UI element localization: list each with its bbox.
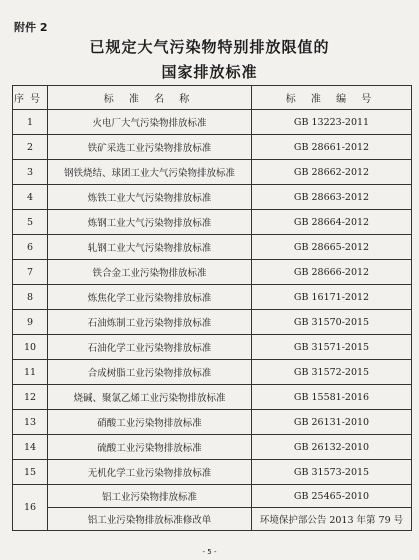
table-header-row [13,86,412,110]
cell-index: 10 [13,335,48,360]
cell-code: GB 25465-2010 [252,485,412,508]
header-name: 标 准 名 称 [48,86,252,110]
table-row [13,360,412,385]
cell-index: 1 [13,110,48,135]
table-row [13,210,412,235]
table-row [13,135,412,160]
cell-code: 环境保护部公告 2013 年第 79 号 [252,508,412,531]
cell-index: 9 [13,310,48,335]
cell-code: GB 28663-2012 [252,185,412,210]
header-code: 标 准 编 号 [252,86,412,110]
table-row [13,310,412,335]
cell-code: GB 28664-2012 [252,210,412,235]
cell-index: 6 [13,235,48,260]
cell-index: 5 [13,210,48,235]
document-title-line-2: 国家排放标准 [161,63,258,81]
attachment-label: 附件 2 [14,21,48,34]
cell-code: GB 31571-2015 [252,335,412,360]
cell-code: GB 15581-2016 [252,385,412,410]
cell-name: 铁矿采选工业污染物排放标准 [48,135,252,160]
cell-code: GB 28661-2012 [252,135,412,160]
cell-name: 合成树脂工业污染物排放标准 [48,360,252,385]
cell-code: GB 28666-2012 [252,260,412,285]
table-row [13,110,412,135]
cell-index: 4 [13,185,48,210]
cell-name: 铁合金工业污染物排放标准 [48,260,252,285]
cell-name: 钢铁烧结、球团工业大气污染物排放标准 [48,160,252,185]
cell-index: 12 [13,385,48,410]
cell-name: 石油炼制工业污染物排放标准 [48,310,252,335]
table-row [13,460,412,485]
table-row [13,285,412,310]
cell-code: GB 26131-2010 [252,410,412,435]
cell-name: 铝工业污染物排放标准修改单 [48,508,252,531]
table-row [13,485,412,508]
header-index: 序号 [13,86,48,110]
cell-name: 无机化学工业污染物排放标准 [48,460,252,485]
table-row [13,410,412,435]
cell-name: 硝酸工业污染物排放标准 [48,410,252,435]
cell-code: GB 13223-2011 [252,110,412,135]
table-row [13,385,412,410]
cell-code: GB 31570-2015 [252,310,412,335]
cell-name: 炼焦化学工业污染物排放标准 [48,285,252,310]
cell-code: GB 28662-2012 [252,160,412,185]
cell-index: 13 [13,410,48,435]
table-row [13,435,412,460]
document-title-line-1: 已规定大气污染物特别排放限值的 [89,38,330,56]
cell-name: 铝工业污染物排放标准 [48,485,252,508]
cell-index: 11 [13,360,48,385]
table-body [13,110,412,531]
cell-index: 2 [13,135,48,160]
cell-code: GB 28665-2012 [252,235,412,260]
standards-table [12,85,412,531]
cell-code: GB 31573-2015 [252,460,412,485]
page-number: - 5 - [202,548,217,556]
cell-name: 石油化学工业污染物排放标准 [48,335,252,360]
cell-index: 14 [13,435,48,460]
table-row [13,508,412,531]
cell-code: GB 26132-2010 [252,435,412,460]
table-row [13,160,412,185]
cell-code: GB 16171-2012 [252,285,412,310]
cell-name: 轧钢工业大气污染物排放标准 [48,235,252,260]
cell-index: 3 [13,160,48,185]
cell-name: 炼钢工业大气污染物排放标准 [48,210,252,235]
table-row [13,235,412,260]
cell-index: 8 [13,285,48,310]
cell-index: 7 [13,260,48,285]
cell-name: 硫酸工业污染物排放标准 [48,435,252,460]
table-row [13,260,412,285]
cell-index: 16 [13,485,48,531]
cell-code: GB 31572-2015 [252,360,412,385]
cell-name: 炼铁工业大气污染物排放标准 [48,185,252,210]
cell-name: 火电厂大气污染物排放标准 [48,110,252,135]
table-row [13,185,412,210]
cell-index: 15 [13,460,48,485]
table-row [13,335,412,360]
cell-name: 烧碱、聚氯乙烯工业污染物排放标准 [48,385,252,410]
